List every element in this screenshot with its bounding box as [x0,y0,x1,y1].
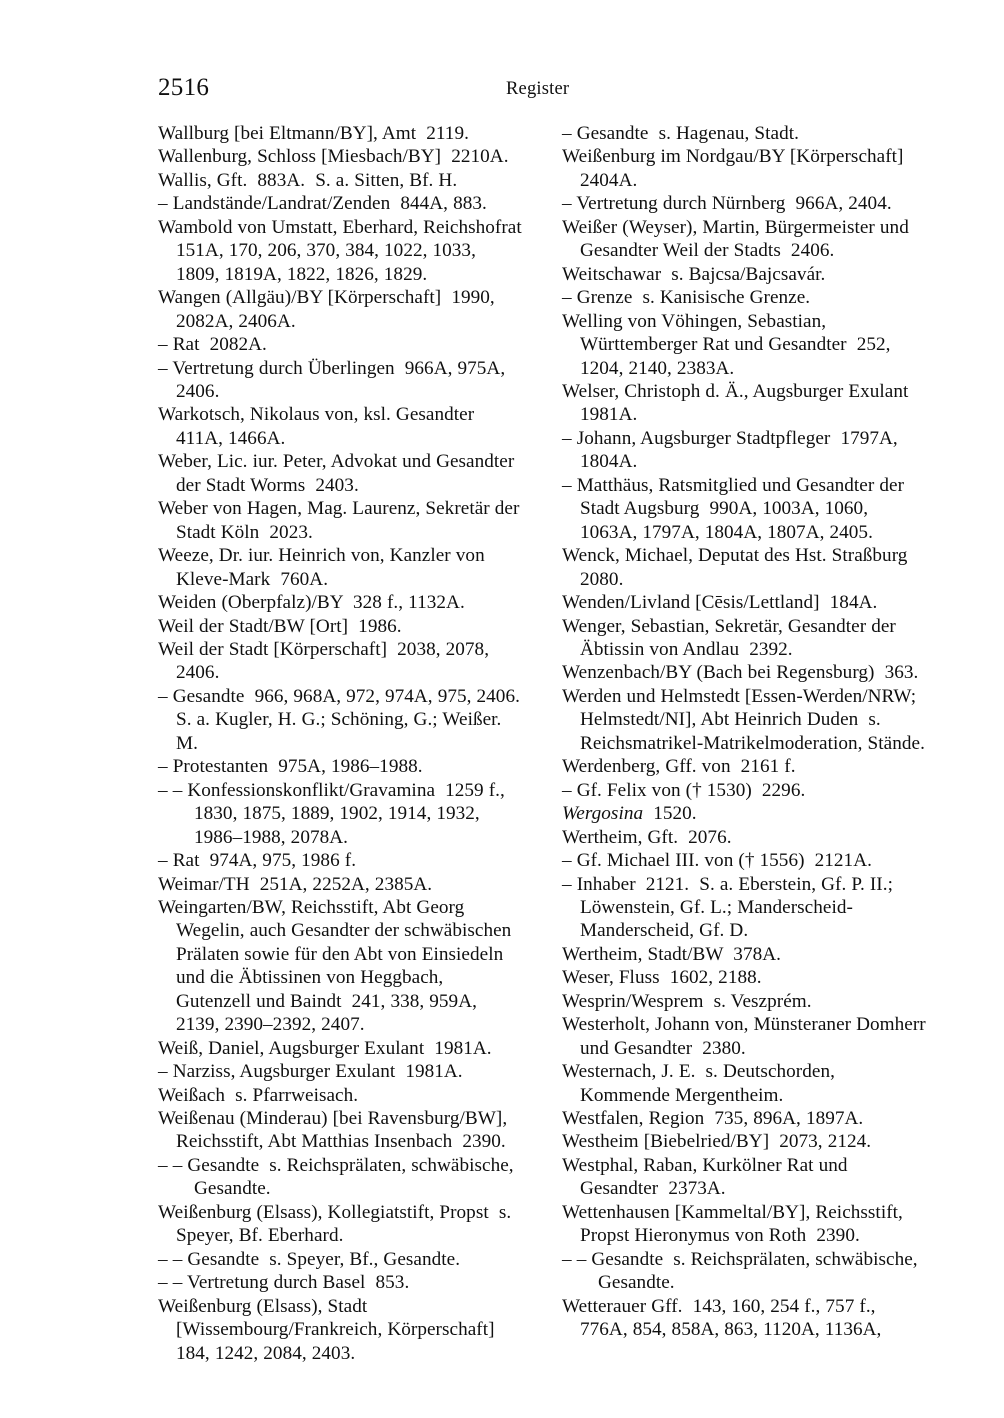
index-entry: Weißer (Weyser), Martin, Bürgermeister und Gesandter Weil der Stadts 2406. [562,216,914,262]
index-entry: – Vertretung durch Nürnberg 966A, 2404. [562,193,892,215]
index-entry: Warkotsch, Nikolaus von, ksl. Gesandter 411A, 1466A. [158,404,485,449]
index-entry: Welling von Vöhingen, Sebastian, Württemberger Rat und Gesandter 252, 1204, 2140, 2383A. [562,310,896,379]
page-number: 2516 [158,74,210,101]
index-entry: – Gesandte 966, 968A, 972, 974A, 975, 2406. S. a. Kugler, H. G.; Schöning, G.; Weißer. M. [158,685,531,754]
running-title: Register [506,79,570,99]
index-entry: – Gf. Felix von († 1530) 2296. [562,779,806,801]
index-entry: Weißenburg im Nordgau/BY [Körperschaft] 2404A. [562,146,914,191]
index-entry: Weingarten/BW, Reichsstift, Abt Georg Wegelin, auch Gesandter der schwäbischen Prälaten sowie für den Abt von Einsiedeln und die Äbtissinen von Heggbach, Gutenzell und Baindt 241, 338, 959A, 2139, 2390–2392, 2407. [158,896,517,1036]
index-entry: Wambold von Umstatt, Eberhard, Reichshofrat 151A, 170, 206, 370, 384, 1022, 1033, 1809, 1819A, 1822, 1826, 1829. [158,216,532,285]
index-entry: Weber, Lic. iur. Peter, Advokat und Gesandter der Stadt Worms 2403. [158,451,520,496]
index-entry: – Inhaber 2121. S. a. Eberstein, Gf. P. II.; Löwenstein, Gf. L.; Manderscheid-Manderscheid, Gf. D. [562,873,899,942]
page-header [158,74,918,104]
index-entry: Weißenburg (Elsass), Stadt [Wissembourg/Frankreich, Körperschaft] 184, 1242, 2084, 2403. [158,1295,505,1364]
index-entry: Wertheim, Stadt/BW 378A. [562,943,781,965]
index-entry: – – Gesandte s. Speyer, Bf., Gesandte. [158,1248,461,1270]
index-entry: – Protestanten 975A, 1986–1988. [158,756,423,778]
index-entry: Weil der Stadt/BW [Ort] 1986. [158,615,402,637]
index-entry: Weiß, Daniel, Augsburger Exulant 1981A. [158,1037,492,1059]
index-entry: Weißach s. Pfarrweisach. [158,1084,359,1106]
index-entry: Wenck, Michael, Deputat des Hst. Straßburg 2080. [562,545,918,590]
index-entry: Werden und Helmstedt [Essen-Werden/NRW; Helmstedt/NI], Abt Heinrich Duden s. Reichsmatrikel-Matrikelmoderation, Stände. [562,685,925,754]
index-columns [158,122,931,1365]
index-entry: – Matthäus, Ratsmitglied und Gesandter der Stadt Augsburg 990A, 1003A, 1060, 1063A, 1797A, 1804A, 1807A, 2405. [562,474,910,543]
index-entry: Weiden (Oberpfalz)/BY 328 f., 1132A. [158,592,465,614]
index-entry: – – Gesandte s. Reichsprälaten, schwäbische, Gesandte. [562,1248,923,1294]
index-entry: Welser, Christoph d. Ä., Augsburger Exulant 1981A. [562,380,919,426]
index-entry: Weißenburg (Elsass), Kollegiatstift, Propst s. Speyer, Bf. Eberhard. [158,1201,517,1247]
index-entry: Wenden/Livland [Cēsis/Lettland] 184A. [562,592,878,614]
index-entry: Wangen (Allgäu)/BY [Körperschaft] 1990, 2082A, 2406A. [158,287,500,332]
index-entry: – Johann, Augsburger Stadtpfleger 1797A, 1804A. [562,427,903,473]
index-entry: Westernach, J. E. s. Deutschorden, Kommende Mergentheim. [562,1061,840,1106]
index-entry: – Landstände/Landrat/Zenden 844A, 883. [158,193,487,215]
index-entry: Weil der Stadt [Körperschaft] 2038, 2078, 2406. [158,638,495,684]
index-entry: – Rat 2082A. [158,334,267,356]
index-entry: Weißenau (Minderau) [bei Ravensburg/BW], Reichsstift, Abt Matthias Insenbach 2390. [158,1108,513,1153]
index-entry: Weimar/TH 251A, 2252A, 2385A. [158,873,433,895]
index-entry: Wenzenbach/BY (Bach bei Regensburg) 363. [562,662,919,684]
index-entry: Wergosina 1520. [562,803,697,825]
index-entry: Weser, Fluss 1602, 2188. [562,967,762,989]
right-column [562,122,931,1365]
index-entry: Westerholt, Johann von, Münsteraner Domherr und Gesandter 2380. [562,1014,931,1059]
index-entry: – Grenze s. Kanisische Grenze. [562,287,811,309]
index-entry: – – Konfessionskonflikt/Gravamina 1259 f., 1830, 1875, 1889, 1902, 1914, 1932, 1986–1988, 2078A. [158,779,510,848]
index-entry: – – Gesandte s. Reichsprälaten, schwäbische, Gesandte. [158,1154,519,1200]
index-entry: Westphal, Raban, Kurkölner Rat und Gesandter 2373A. [562,1154,853,1200]
index-entry: Weber von Hagen, Mag. Laurenz, Sekretär der Stadt Köln 2023. [158,498,525,543]
index-entry: – Gesandte s. Hagenau, Stadt. [562,123,799,144]
index-entry-italic-term: Wergosina [562,803,644,825]
index-entry: Werdenberg, Gff. von 2161 f. [562,756,796,778]
index-entry: Wertheim, Gft. 2076. [562,826,732,848]
index-entry: Westfalen, Region 735, 896A, 1897A. [562,1108,864,1130]
index-entry: – Rat 974A, 975, 1986 f. [158,850,357,872]
index-entry: – – Vertretung durch Basel 853. [158,1272,410,1294]
index-entry: Wenger, Sebastian, Sekretär, Gesandter der Äbtissin von Andlau 2392. [562,615,901,660]
index-entry: Wetterauer Gff. 143, 160, 254 f., 757 f., 776A, 854, 858A, 863, 1120A, 1136A, [562,1295,882,1341]
left-column [158,122,532,1365]
index-entry: Wettenhausen [Kammeltal/BY], Reichsstift, Propst Hieronymus von Roth 2390. [562,1201,908,1247]
index-entry: Weeze, Dr. iur. Heinrich von, Kanzler von Kleve-Mark 760A. [158,545,490,590]
index-entry: – Vertretung durch Überlingen 966A, 975A, 2406. [158,357,511,402]
index-entry: – Gf. Michael III. von († 1556) 2121A. [562,850,872,872]
index-entry: Wesprin/Wesprem s. Veszprém. [562,990,812,1012]
index-entry: Wallis, Gft. 883A. S. a. Sitten, Bf. H. [158,169,458,191]
index-entry: – Narziss, Augsburger Exulant 1981A. [158,1061,463,1083]
index-entry: Wallburg [bei Eltmann/BY], Amt 2119. [158,123,469,144]
index-entry: Wallenburg, Schloss [Miesbach/BY] 2210A. [158,146,509,168]
index-entry: Weitschawar s. Bajcsa/Bajcsavár. [562,263,826,285]
index-entry: Westheim [Biebelried/BY] 2073, 2124. [562,1131,872,1153]
